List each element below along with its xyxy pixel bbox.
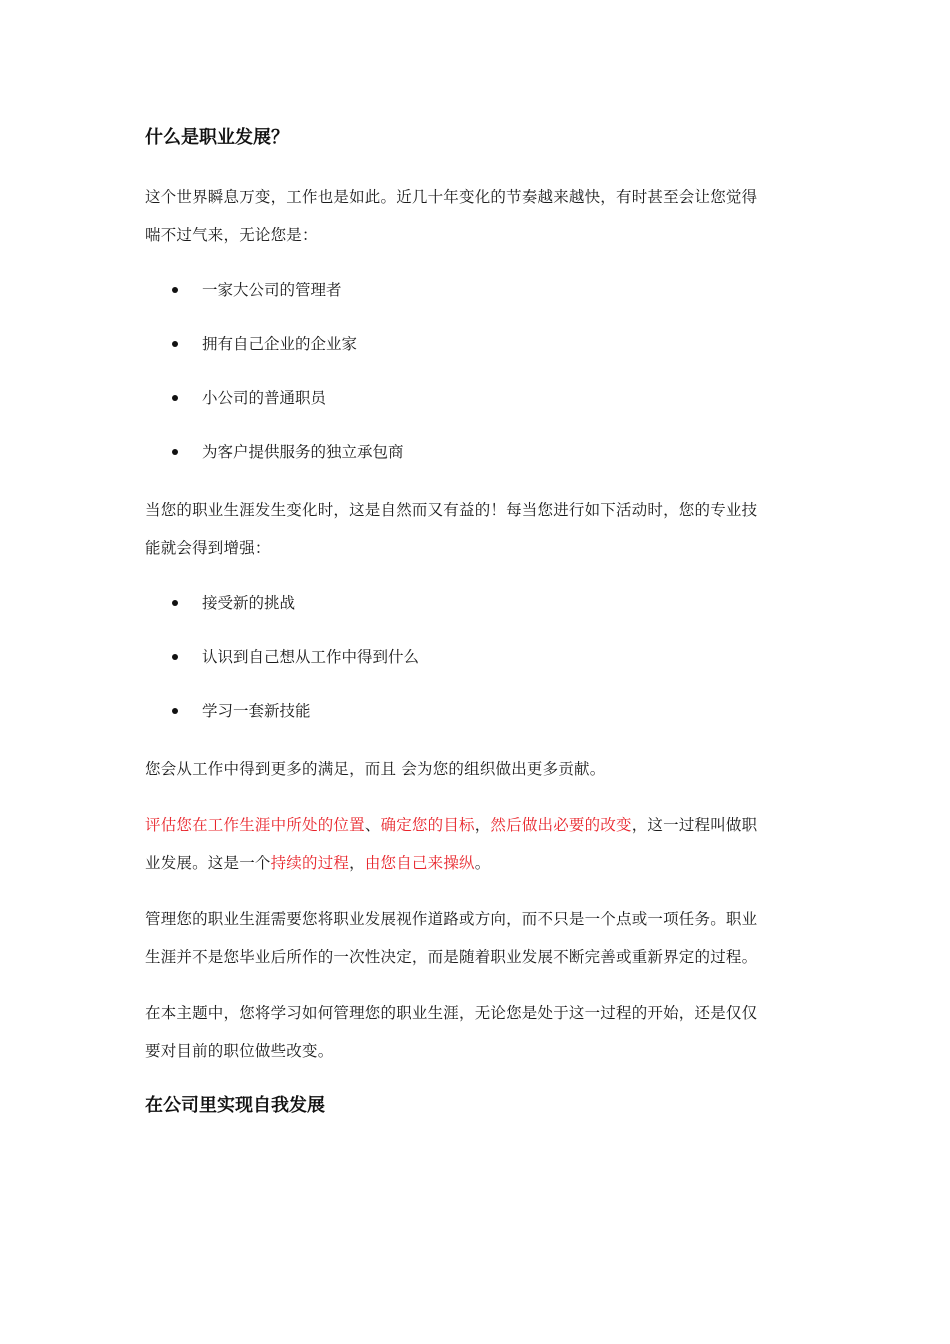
topic-line-2: 要对目前的职位做些改变。 (145, 1042, 334, 1060)
change-paragraph (145, 491, 805, 567)
section-heading-career-development: 什么是职业发展？ (145, 127, 289, 148)
plain-text: 。 (474, 854, 491, 872)
plain-text: ， (474, 816, 491, 834)
roles-list (145, 275, 805, 467)
list-item (145, 642, 805, 672)
intro-line-2: 喘不过气来，无论您是： (145, 226, 318, 244)
highlight-text: 评估您在工作生涯中所处的位置 (145, 816, 365, 834)
definition-paragraph (145, 806, 805, 882)
highlight-text: 确定您的目标 (380, 816, 475, 834)
activities-list (145, 588, 805, 726)
bullet-icon (172, 708, 178, 714)
list-item-text: 为客户提供服务的独立承包商 (202, 443, 404, 461)
list-item-text: 接受新的挑战 (202, 594, 296, 612)
list-item (145, 696, 805, 726)
plain-text: ，这一过程叫做职 (631, 816, 758, 834)
list-item (145, 329, 805, 359)
plain-text: 业发展。这是一个 (145, 854, 271, 872)
intro-line-1: 这个世界瞬息万变，工作也是如此。近几十年变化的节奏越来越快，有时甚至会让您觉得 (145, 188, 758, 206)
list-item-text: 学习一套新技能 (202, 702, 311, 720)
highlight-text: 持续的过程 (270, 854, 350, 872)
plain-text: 、 (364, 816, 381, 834)
list-item-text: 认识到自己想从工作中得到什么 (202, 648, 420, 666)
document-page (145, 120, 805, 1124)
bullet-icon (172, 287, 178, 293)
change-line-1: 当您的职业生涯发生变化时，这是自然而又有益的！每当您进行如下活动时，您的专业技 (145, 501, 758, 519)
plain-text: ， (349, 854, 365, 872)
topic-line-1: 在本主题中，您将学习如何管理您的职业生涯，无论您是处于这一过程的开始，还是仅仅 (145, 1004, 758, 1022)
manage-line-2: 生涯并不是您毕业后所作的一次性决定，而是随着职业发展不断完善或重新界定的过程。 (145, 948, 758, 966)
list-item-text: 一家大公司的管理者 (202, 281, 342, 299)
satisfaction-paragraph: 您会从工作中得到更多的满足，而且 会为您的组织做出更多贡献。 (145, 760, 606, 778)
bullet-icon (172, 395, 178, 401)
manage-paragraph (145, 900, 805, 976)
list-item (145, 383, 805, 413)
list-item (145, 437, 805, 467)
highlight-text: 由您自己来操纵 (364, 854, 475, 872)
intro-paragraph (145, 178, 805, 254)
section-heading-self-development: 在公司里实现自我发展 (145, 1095, 325, 1116)
list-item-text: 小公司的普通职员 (202, 389, 327, 407)
topic-paragraph (145, 994, 805, 1070)
change-line-2: 能就会得到增强： (145, 539, 271, 557)
bullet-icon (172, 449, 178, 455)
list-item (145, 588, 805, 618)
highlight-text: 然后做出必要的改变 (490, 816, 632, 834)
bullet-icon (172, 341, 178, 347)
bullet-icon (172, 600, 178, 606)
list-item-text: 拥有自己企业的企业家 (202, 335, 358, 353)
bullet-icon (172, 654, 178, 660)
manage-line-1: 管理您的职业生涯需要您将职业发展视作道路或方向，而不只是一个点或一项任务。职业 (145, 910, 758, 928)
list-item (145, 275, 805, 305)
